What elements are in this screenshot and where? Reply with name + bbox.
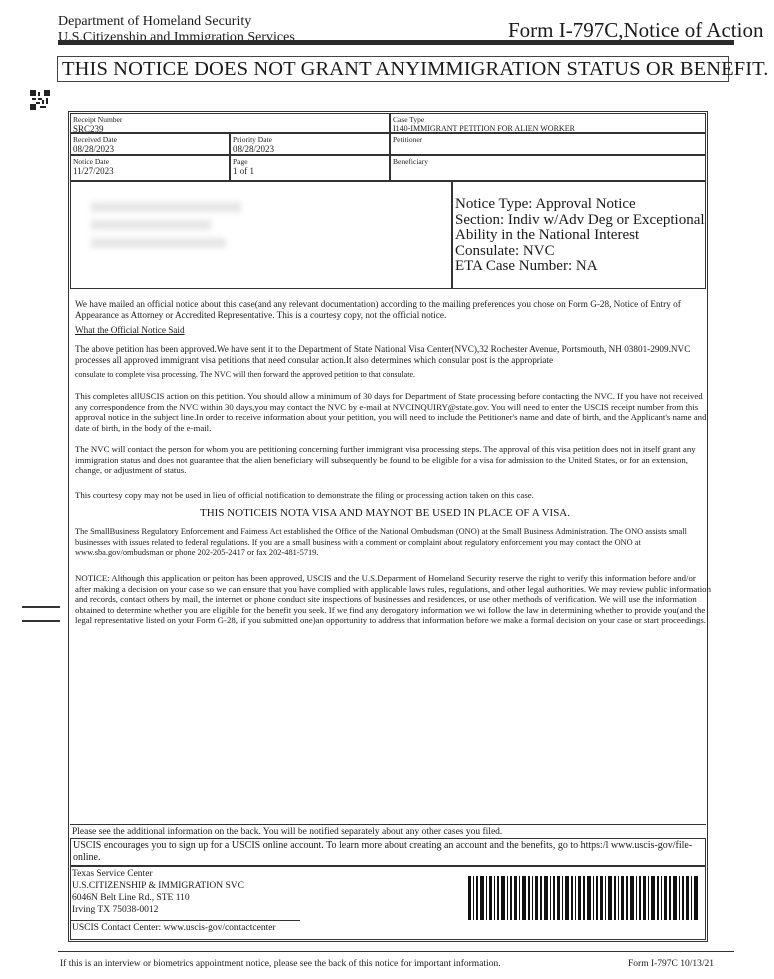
case-type-label: Case Type bbox=[393, 115, 425, 124]
section-continued-line: Ability in the National Interest bbox=[455, 227, 640, 243]
status-banner: THIS NOTICE DOES NOT GRANT ANYIMMIGRATION STATUS OR BENEFIT. bbox=[57, 56, 729, 82]
receipt-number-value: SRC239 bbox=[73, 124, 104, 134]
paragraph-courtesy-copy: This courtesy copy may not be used in lieu of official notification to demonstrate the filing or processing action taken on this case. bbox=[75, 490, 534, 500]
paragraph-approval-cont: consulate to complete visa processing. The NVC will then forward the approved petition to that consulate. bbox=[75, 370, 415, 379]
contact-center-text: USCIS Contact Center: www.uscis-gov/contactcenter bbox=[72, 923, 276, 933]
received-date-label: Received Date bbox=[73, 135, 117, 144]
page-label: Page bbox=[233, 157, 248, 166]
petitioner-cell bbox=[390, 133, 706, 155]
paragraph-nvc-steps: The NVC will contact the person for whom you are petitioning concerning further immigrant visa processing steps. The approval of this visa petition does not in itself grant any immigration status and does not guarantee that the alien beneficiary will subsequently be found to be eligible for a visa for admission to the United States, or for an extension, change, or adjustment of status. bbox=[75, 444, 696, 476]
redacted-city bbox=[91, 238, 226, 248]
form-title: Form I-797C,Notice of Action bbox=[508, 18, 764, 42]
received-date-value: 08/28/2023 bbox=[73, 144, 115, 154]
notice-date-value: 11/27/2023 bbox=[73, 166, 114, 176]
agency-name: U.S.Citizenship and Immigration Services bbox=[58, 30, 295, 45]
case-type-value: I140-IMMIGRANT PETITION FOR ALIEN WORKER bbox=[393, 124, 575, 133]
qr-code-icon bbox=[30, 90, 50, 110]
form-code: Form I-797C 10/13/21 bbox=[628, 959, 715, 969]
paragraph-nvc-contact: This completes allUSCIS action on this petition. You should allow a minimum of 30 days for Department of State processing before contacting the NVC. If you have not received any correspondence from the NVC within 30 days,you may contact the NVC by e-mail at NVCINQUIRY@state.gov. You will need to enter the USCIS receipt number from this approval notice in the subject line.In order to receive information about your petition, you will need to include the Petitioner's name and date of birth, and the Applicant's name and date of birth, in the body of the e-mail. bbox=[75, 391, 707, 433]
notice-date-label: Notice Date bbox=[73, 157, 110, 166]
receipt-number-cell bbox=[70, 113, 390, 133]
contact-divider bbox=[70, 920, 300, 921]
beneficiary-label: Beneficiary bbox=[393, 157, 428, 166]
page-cell bbox=[230, 155, 390, 181]
bottom-rule bbox=[58, 951, 734, 952]
margin-mark-top bbox=[22, 606, 60, 608]
margin-mark-bottom bbox=[22, 620, 60, 622]
online-account-text: USCIS encourages you to sign up for a USCIS online account. To learn more about creating an account and the benefits, go to https:/l www.uscis-gov/file-online. bbox=[73, 840, 693, 863]
paragraph-ombudsman: The SmallBusiness Regulatory Enforcement and Faimess Act established the Office of the National Ombudsman (ONO) at the Small Business Administration. The ONO assists small businesses with issues related to federal regulations. If you are a small business with a comment or complaint about regulatory enforcement you may contact the ONO at www.sba.gov/ombudsman or phone 202-205-2417 or fax 202-481-5719. bbox=[75, 527, 687, 558]
online-account-box bbox=[70, 838, 706, 866]
paragraph-verification-notice: NOTICE: Although this application or peiton has been approved, USCIS and the U.S.Deparment of Homeland Security reserve the right to verify this information before and/or after making a decision on your case so we can ensure that you have complied with applicable laws rules, regulations, and other legal authorities. We may review public information and records, contact others by mail, the internet or phone conduct site inspections of businesses and residences, or use other methods of verification. We will use the information obtained to determine whether you are eligible for the benefit you seek. If we find any derogatory information we wi follow the law in determining whether to provide you(and the legal representative listed on your Form G-28, if you submitted one)an opportunity to address that information before we make a formal decision on your case or start proceedings. bbox=[75, 573, 711, 626]
service-center-block bbox=[72, 868, 244, 916]
eta-case-number-line: ETA Case Number: NA bbox=[455, 258, 598, 274]
address-box bbox=[70, 181, 452, 289]
received-date-cell bbox=[70, 133, 230, 155]
service-address-line1: 6046N Belt Line Rd., STE 110 bbox=[72, 893, 190, 903]
barcode-icon bbox=[468, 876, 698, 920]
redacted-name bbox=[91, 202, 241, 212]
service-center-name: Texas Service Center bbox=[72, 869, 153, 879]
see-back-note: Please see the additional information on the back. You will be notified separately about any other cases you filed. bbox=[72, 827, 503, 837]
not-a-visa-statement: THIS NOTICEIS NOTA VISA AND MAYNOT BE USED IN PLACE OF A VISA. bbox=[200, 507, 571, 519]
paragraph-mailing: We have mailed an official notice about this case(and any relevant documentation) according to the mailing preferences you chose on Form G-28, Notice of Entry of Appearance as Attorney or Accredited Representative. This is a courtesy copy, not the official notice. bbox=[75, 299, 681, 320]
priority-date-label: Priority Date bbox=[233, 135, 272, 144]
service-address-line2: Irving TX 75038-0012 bbox=[72, 905, 159, 915]
priority-date-cell bbox=[230, 133, 390, 155]
service-agency-name: U.S.CITIZENSHIP & IMMIGRATION SVC bbox=[72, 881, 244, 891]
redacted-address bbox=[91, 220, 211, 230]
footer-divider bbox=[70, 824, 706, 825]
petitioner-label: Petitioner bbox=[393, 135, 423, 144]
notice-type-line: Notice Type: Approval Notice bbox=[455, 196, 636, 212]
case-type-cell bbox=[390, 113, 706, 133]
beneficiary-cell bbox=[390, 155, 706, 181]
page-value: 1 of 1 bbox=[233, 166, 254, 176]
notice-date-cell bbox=[70, 155, 230, 181]
header-rule bbox=[58, 40, 734, 45]
consulate-line: Consulate: NVC bbox=[455, 242, 555, 259]
section-line: Section: Indiv w/Adv Deg or Exceptional bbox=[455, 211, 705, 228]
notice-type-block bbox=[455, 197, 705, 275]
section-heading: What the Official Notice Said bbox=[75, 325, 185, 335]
priority-date-value: 08/28/2023 bbox=[233, 144, 275, 154]
receipt-number-label: Receipt Number bbox=[73, 115, 123, 124]
paragraph-approval: The above petition has been approved.We have sent it to the Department of State National Visa Center(NVC),32 Rochester Avenue, Portsmouth, NH 03801-2909.NVC processes all approved immigrant visa petitions that need consular action.It also determines which consular post is the appropriate bbox=[75, 344, 691, 365]
bottom-note: If this is an interview or biometrics appointment notice, please see the back of this notice for important information. bbox=[60, 959, 501, 969]
department-name: Department of Homeland Security bbox=[58, 14, 252, 29]
